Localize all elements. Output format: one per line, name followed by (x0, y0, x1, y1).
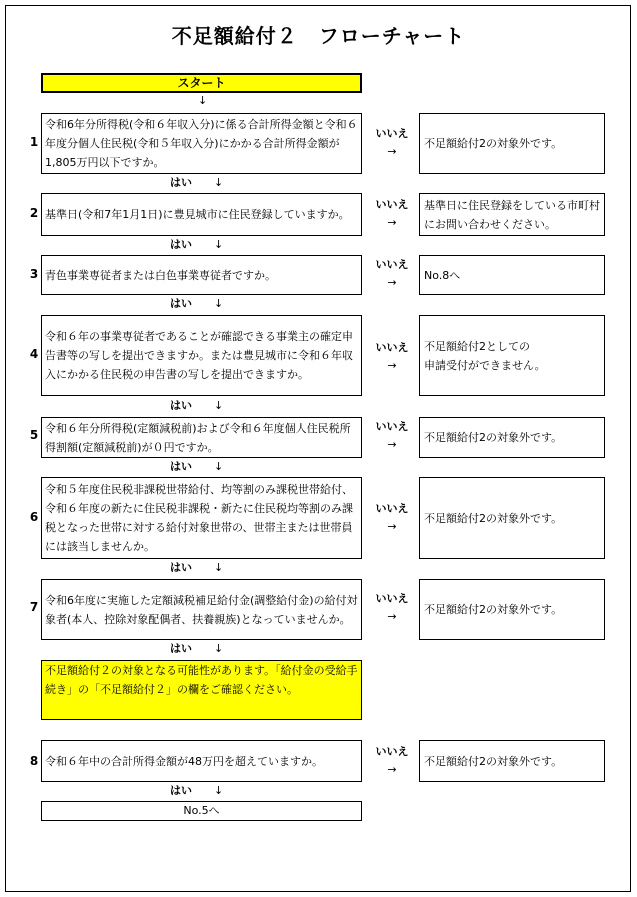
down-arrow-icon: ↓ (198, 94, 208, 107)
step-number: 5 (29, 428, 39, 442)
step-question-6: 令和５年度住民税非課税世帯給付、均等割のみ課税世帯給付、令和６年度の新たに住民税非課税・新たに住民税均等割のみ課税となった世帯に対する給付対象世帯の、世帯主または世帯員には該当しませんか。 (41, 477, 362, 559)
yes-branch-4 (170, 400, 223, 412)
yes-branch-8 (170, 785, 223, 797)
right-arrow-icon: → (387, 610, 397, 623)
step-question-2: 基準日(令和7年1月1日)に豊見城市に住民登録していますか。 (41, 193, 362, 236)
right-arrow-icon: → (387, 276, 397, 289)
no-branch-8 (372, 743, 412, 779)
step-question-1: 令和6年分所得税(令和６年収入分)に係る合計所得金額と令和６年度分個人住民税(令和５年収入分)にかかる合計所得金額が1,805万円以下ですか。 (41, 113, 362, 174)
step-answer-7: 不足額給付2の対象外です。 (419, 579, 605, 640)
down-arrow-icon: ↓ (214, 460, 224, 473)
yes-label: はい (170, 238, 192, 251)
no-branch-5 (372, 418, 412, 454)
no-branch-3 (372, 256, 412, 292)
no-label: いいえ (375, 420, 409, 433)
step-question-5: 令和６年分所得税(定額減税前)および令和６年度個人住民税所得割額(定額減税前)が０円ですか。 (41, 417, 362, 458)
no-label: いいえ (375, 502, 409, 515)
step-number: 7 (29, 600, 39, 614)
step-answer-4: 不足額給付2としての 申請受付ができません。 (419, 315, 605, 396)
eligibility-note: 不足額給付２の対象となる可能性があります。「給付金の受給手続き」の「不足額給付２」の欄をご確認ください。 (41, 660, 362, 720)
no-branch-6 (372, 500, 412, 536)
yes-branch-5 (170, 461, 223, 473)
no-label: いいえ (375, 127, 409, 140)
start-box: スタート (41, 73, 362, 93)
no-label: いいえ (375, 198, 409, 211)
right-arrow-icon: → (387, 359, 397, 372)
step-question-4: 令和６年の事業専従者であることが確認できる事業主の確定申告書等の写しを提出できますか。または豊見城市に令和６年収入にかかる住民税の申告書の写しを提出できますか。 (41, 315, 362, 396)
step-answer-1: 不足額給付2の対象外です。 (419, 113, 605, 174)
no-label: いいえ (375, 592, 409, 605)
step-question-3: 青色事業専従者または白色事業専従者ですか。 (41, 255, 362, 295)
yes-branch-7 (170, 643, 223, 655)
step-number: 2 (29, 206, 39, 220)
yes-branch-2 (170, 239, 223, 251)
down-arrow-icon: ↓ (214, 297, 224, 310)
step-number: 8 (29, 754, 39, 768)
yes-label: はい (170, 784, 192, 797)
yes-label: はい (170, 642, 192, 655)
step-number: 1 (29, 135, 39, 149)
step-answer-6: 不足額給付2の対象外です。 (419, 477, 605, 559)
no-branch-1 (372, 125, 412, 161)
no-label: いいえ (375, 258, 409, 271)
no-branch-4 (372, 339, 412, 375)
step-answer-3: No.8へ (419, 255, 605, 295)
step-question-8: 令和６年中の合計所得金額が48万円を超えていますか。 (41, 740, 362, 782)
down-arrow-icon: ↓ (214, 784, 224, 797)
yes-label: はい (170, 460, 192, 473)
right-arrow-icon: → (387, 145, 397, 158)
right-arrow-icon: → (387, 216, 397, 229)
step-answer-5: 不足額給付2の対象外です。 (419, 417, 605, 458)
step-number: 6 (29, 510, 39, 524)
step-answer-8: 不足額給付2の対象外です。 (419, 740, 605, 782)
right-arrow-icon: → (387, 438, 397, 451)
step-question-7: 令和6年度に実施した定額減税補足給付金(調整給付金)の給付対象者(本人、控除対象配偶者、扶養親族)となっていませんか。 (41, 579, 362, 640)
yes-label: はい (170, 176, 192, 189)
yes-branch-1 (170, 177, 223, 189)
page-title: 不足額給付２ フローチャート (171, 24, 466, 48)
no-branch-2 (372, 196, 412, 232)
right-arrow-icon: → (387, 763, 397, 776)
down-arrow-icon: ↓ (214, 238, 224, 251)
no-label: いいえ (375, 341, 409, 354)
yes-label: はい (170, 399, 192, 412)
end-box: No.5へ (41, 801, 362, 821)
yes-branch-3 (170, 298, 223, 310)
down-arrow-icon: ↓ (214, 176, 224, 189)
yes-branch-6 (170, 562, 223, 574)
step-answer-2: 基準日に住民登録をしている市町村にお問い合わせください。 (419, 193, 605, 236)
no-label: いいえ (375, 745, 409, 758)
step-number: 3 (29, 267, 39, 281)
no-branch-7 (372, 590, 412, 626)
right-arrow-icon: → (387, 520, 397, 533)
step-number: 4 (29, 347, 39, 361)
yes-label: はい (170, 297, 192, 310)
down-arrow-icon: ↓ (214, 399, 224, 412)
yes-label: はい (170, 561, 192, 574)
down-arrow-icon: ↓ (214, 561, 224, 574)
down-arrow-icon: ↓ (214, 642, 224, 655)
